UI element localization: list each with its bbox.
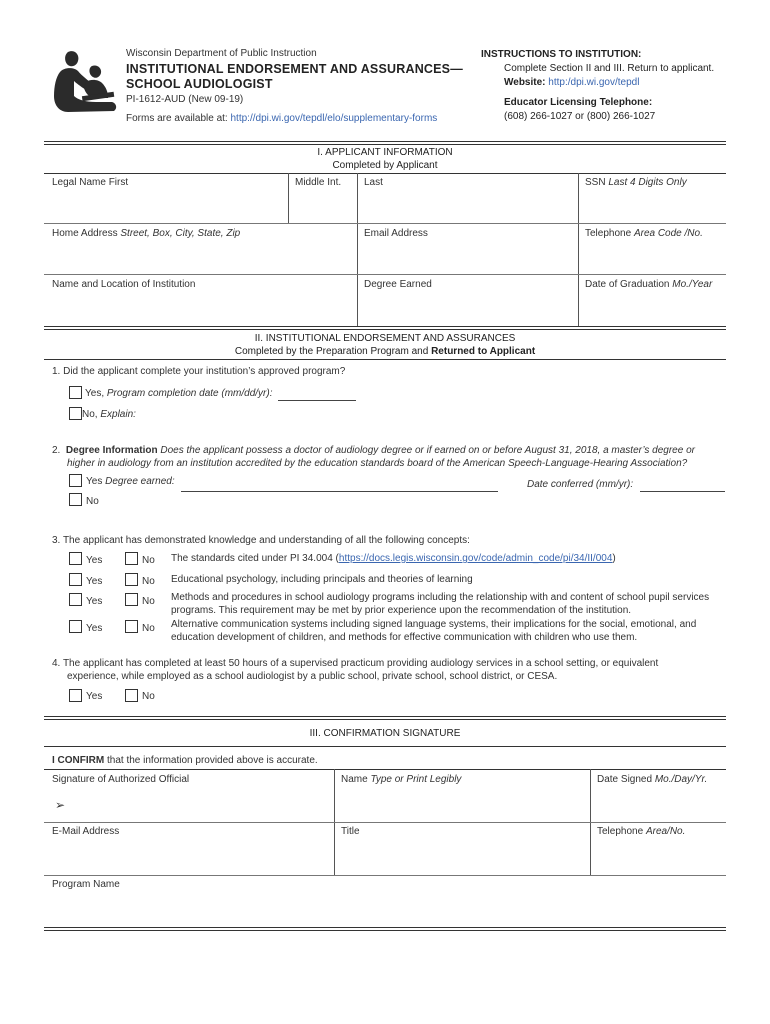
form-number: PI-1612-AUD (New 09-19) xyxy=(126,94,244,105)
q2-bold: Degree Information xyxy=(65,445,158,456)
confirm-text: that the information provided above is accurate. xyxy=(104,755,318,766)
c3-yes-label: Yes xyxy=(86,596,103,607)
degree-earned-label: Degree Earned xyxy=(364,279,432,290)
q4-no-label: No xyxy=(142,691,155,702)
q2-line2: higher in audiology from an institution accredited by the education standards board of the American Speech-Language-Hearing Association? xyxy=(67,457,688,469)
section2-subtitle xyxy=(44,345,726,358)
c2-no-checkbox[interactable] xyxy=(125,573,138,586)
concept2: Educational psychology, including principals and theories of learning xyxy=(171,574,473,585)
last-name-label: Last xyxy=(364,177,383,188)
q1-no-label xyxy=(82,409,136,422)
instructions-block xyxy=(481,48,714,124)
sig-telephone-label xyxy=(597,826,685,837)
institution-label: Name and Location of Institution xyxy=(52,279,196,290)
q1-yes-label xyxy=(85,388,273,401)
q2-yes-hint: Degree earned: xyxy=(105,476,175,487)
phone-number: (608) 266-1027 or (800) 266-1027 xyxy=(504,111,656,122)
q2-yes-label xyxy=(86,476,175,489)
c2-yes-checkbox[interactable] xyxy=(69,573,82,586)
legal-name-first-label: Legal Name First xyxy=(52,177,129,188)
date-signed-hint: Mo./Day/Yr. xyxy=(654,774,708,785)
agency-name: Wisconsin Department of Public Instruction xyxy=(126,48,317,59)
signature-arrow-icon: ➢ xyxy=(55,798,66,812)
c1-yes-label: Yes xyxy=(86,555,103,566)
section1-heading xyxy=(44,146,726,172)
section2-subtitle-bold: Returned to Applicant xyxy=(431,346,536,357)
q1-yes-text: Yes, xyxy=(85,388,105,399)
q1-yes-checkbox[interactable] xyxy=(69,386,82,399)
q2-line1: Does the applicant possess a doctor of audiology degree or if earned on or before August 31, 2018, a master’s degree or xyxy=(160,445,695,456)
name-text: Name xyxy=(341,774,368,785)
c2-yes-label: Yes xyxy=(86,576,103,587)
ssn-label xyxy=(585,177,687,188)
row-divider xyxy=(44,223,726,224)
concept3 xyxy=(171,592,709,617)
section1-top-rule xyxy=(44,141,726,145)
forms-available xyxy=(126,113,437,124)
section3-title: III. CONFIRMATION SIGNATURE xyxy=(309,728,461,739)
question2 xyxy=(52,445,724,470)
ssn-hint: Last 4 Digits Only xyxy=(608,177,687,188)
section2-subtitle-text: Completed by the Preparation Program and xyxy=(234,346,432,357)
forms-url-link[interactable]: http://dpi.wi.gov/tepdl/elo/supplementary-forms xyxy=(230,113,438,124)
divider xyxy=(288,173,289,223)
q2-yes-checkbox[interactable] xyxy=(69,474,82,487)
question3: 3. The applicant has demonstrated knowledge and understanding of all the following concepts: xyxy=(52,535,470,546)
c4-no-label: No xyxy=(142,623,155,634)
q4-line1: 4. The applicant has completed at least 50 hours of a supervised practicum providing audiology services in a school setting, or equivalent xyxy=(52,658,659,669)
concept4 xyxy=(171,619,696,644)
c1-link[interactable]: https://docs.legis.wisconsin.gov/code/admin_code/pi/34/II/004 xyxy=(338,553,613,564)
c3-line1: Methods and procedures in school audiology programs including the relationship with and content of school pupil services xyxy=(171,592,710,603)
q2-degree-line[interactable] xyxy=(181,491,498,492)
q2-no-label: No xyxy=(86,496,99,507)
email-label: E-Mail Address xyxy=(52,826,120,837)
c1-text: The standards cited under PI 34.004 ( xyxy=(171,553,339,564)
section1-title: I. APPLICANT INFORMATION xyxy=(317,147,453,158)
sig-telephone-text: Telephone xyxy=(597,826,644,837)
home-address-text: Home Address xyxy=(52,228,118,239)
phone-label: Educator Licensing Telephone: xyxy=(504,97,653,108)
c4-yes-checkbox[interactable] xyxy=(69,620,82,633)
section2-top-rule xyxy=(44,326,726,330)
sig-telephone-hint: Area/No. xyxy=(645,826,686,837)
section2-title: II. INSTITUTIONAL ENDORSEMENT AND ASSURANCES xyxy=(254,333,516,344)
q1-no-hint: Explain: xyxy=(100,409,136,420)
graduation-label xyxy=(585,279,712,290)
question4 xyxy=(52,658,724,683)
form-bottom-rule xyxy=(44,927,726,931)
home-address-label xyxy=(52,228,240,239)
date-signed-text: Date Signed xyxy=(597,774,653,785)
c1-suffix: ) xyxy=(612,553,616,564)
q4-no-checkbox[interactable] xyxy=(125,689,138,702)
q4-yes-checkbox[interactable] xyxy=(69,689,82,702)
section3-top-rule xyxy=(44,716,726,720)
q4-yes-label: Yes xyxy=(86,691,103,702)
c3-line2: programs. This requirement may be met by prior experience upon the recommendation of the institution. xyxy=(171,604,632,616)
middle-int-label: Middle Int. xyxy=(295,177,342,188)
c1-yes-checkbox[interactable] xyxy=(69,552,82,565)
section2-heading xyxy=(44,332,726,358)
confirm-bold: I CONFIRM xyxy=(52,755,105,766)
form-title-line2: SCHOOL AUDIOLOGIST xyxy=(126,77,273,91)
instructions-heading: INSTRUCTIONS TO INSTITUTION: xyxy=(481,49,642,60)
row-divider xyxy=(44,274,726,275)
q1-no-text: No, xyxy=(82,409,98,420)
sig-row-top xyxy=(44,769,726,770)
website-label: Website: xyxy=(504,77,546,88)
q2-yes-text: Yes xyxy=(86,476,103,487)
section1-subtitle: Completed by Applicant xyxy=(332,160,438,171)
instructions-line1: Complete Section II and III. Return to applicant. xyxy=(504,63,715,74)
q1-date-line[interactable] xyxy=(278,400,356,401)
q2-no-checkbox[interactable] xyxy=(69,493,82,506)
signature-label: Signature of Authorized Official xyxy=(52,774,190,785)
graduation-text: Date of Graduation xyxy=(585,279,670,290)
name-hint: Type or Print Legibly xyxy=(370,774,462,785)
q1-no-checkbox[interactable] xyxy=(69,407,82,420)
title-label: Title xyxy=(341,826,360,837)
question1: 1. Did the applicant complete your institution’s approved program? xyxy=(52,366,346,377)
section1-row1-top xyxy=(44,173,726,174)
concept1 xyxy=(171,553,616,566)
row-divider xyxy=(44,875,726,876)
section3-rule xyxy=(44,746,726,747)
forms-available-label: Forms are available at: xyxy=(126,113,231,124)
q1-yes-hint: Program completion date (mm/dd/yr): xyxy=(106,388,273,399)
q2-date-line[interactable] xyxy=(640,491,725,492)
q2-date-hint: Date conferred (mm/yr): xyxy=(527,479,634,490)
row-divider xyxy=(44,822,726,823)
q2-date-label xyxy=(527,479,633,492)
c4-line1: Alternative communication systems including signed language systems, their implications for the social, emotional, and xyxy=(171,619,697,630)
ssn-label-text: SSN xyxy=(585,177,606,188)
section2-rule xyxy=(44,359,726,360)
email-address-label: Email Address xyxy=(364,228,428,239)
date-signed-label xyxy=(597,774,707,785)
name-label xyxy=(341,774,461,785)
q4-line2: experience, while employed as a school audiologist by a public school, private school, school district, or CESA. xyxy=(67,670,558,682)
c4-no-checkbox[interactable] xyxy=(125,620,138,633)
c4-line2: education development of children, and methods for effective communication with children who use them. xyxy=(171,631,638,643)
form-title-line1: INSTITUTIONAL ENDORSEMENT AND ASSURANCES— xyxy=(126,62,463,76)
program-name-label: Program Name xyxy=(52,879,120,890)
home-address-hint: Street, Box, City, State, Zip xyxy=(120,228,241,239)
telephone-hint: Area Code /No. xyxy=(633,228,703,239)
c3-no-checkbox[interactable] xyxy=(125,593,138,606)
c3-yes-checkbox[interactable] xyxy=(69,593,82,606)
form-title xyxy=(126,62,463,92)
dpi-logo-icon xyxy=(52,50,120,114)
website-link[interactable]: http:/dpi.wi.gov/tepdl xyxy=(548,77,640,88)
c3-no-label: No xyxy=(142,596,155,607)
telephone-text: Telephone xyxy=(585,228,632,239)
divider xyxy=(357,173,358,327)
c4-yes-label: Yes xyxy=(86,623,103,634)
c1-no-label: No xyxy=(142,555,155,566)
q2-number: 2. xyxy=(52,445,61,456)
divider xyxy=(578,173,579,327)
c2-no-label: No xyxy=(142,576,155,587)
graduation-hint: Mo./Year xyxy=(672,279,713,290)
confirm-statement xyxy=(52,755,318,768)
telephone-label xyxy=(585,228,703,239)
c1-no-checkbox[interactable] xyxy=(125,552,138,565)
